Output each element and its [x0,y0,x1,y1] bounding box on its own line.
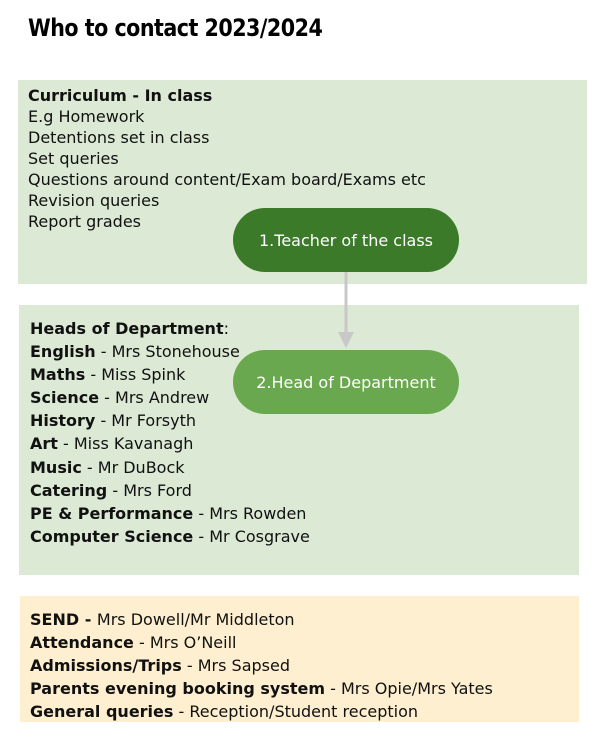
contact-role: General queries [30,702,174,722]
head-name: - Mrs Rowden [193,503,307,523]
head-name: - Mrs Andrew [99,388,210,408]
contact-name: Mrs Dowell/Mr Middleton [96,610,295,629]
head-name: - Mr DuBock [81,457,185,477]
subject-name: Science [30,388,100,408]
head-name: - Mrs Stonehouse [95,342,240,362]
head-name: - Miss Spink [85,365,186,385]
curriculum-heading: Curriculum - In class [28,86,213,105]
contact-name: - Mrs Opie/Mrs Yates [325,679,493,699]
contact-role: SEND - [30,610,97,629]
heads-panel [19,305,579,575]
subject-name: English [30,342,96,362]
contact-role: Attendance [30,633,134,653]
contact-name: - Mrs Sapsed [181,656,290,676]
contact-entry [30,631,493,654]
subject-name: History [30,411,96,431]
head-name: - Miss Kavanagh [57,434,194,454]
head-name: - Mrs Ford [107,480,192,500]
subject-name: PE & Performance [30,503,194,523]
down-arrow-icon [335,272,357,350]
heads-heading-text: Heads of Department [30,319,224,338]
head-entry [30,479,310,502]
curriculum-item: Set queries [28,149,119,168]
contact-role: Parents evening booking system [30,679,326,699]
contact-name: - Mrs O’Neill [133,633,237,653]
step-head-of-department-node: 2.Head of Department [233,350,459,414]
curriculum-item: E.g Homework [28,107,145,126]
head-entry [30,432,310,455]
contact-entry [30,654,493,677]
head-entry [30,502,310,525]
step-teacher-node: 1.Teacher of the class [233,208,459,272]
subject-name: Catering [30,480,108,500]
contact-entry [30,608,493,631]
subject-name: Music [30,457,82,477]
curriculum-item: Report grades [28,212,141,231]
contact-entry [30,700,493,723]
contact-role: Admissions/Trips [30,656,182,676]
curriculum-item: Questions around content/Exam board/Exams etc [28,170,426,189]
contact-entry [30,677,493,700]
heads-heading [30,317,310,340]
head-name: - Mr Forsyth [95,411,196,431]
subject-name: Computer Science [30,526,194,546]
heads-heading-colon: : [223,319,229,338]
contact-name: - Reception/Student reception [173,702,419,722]
other-contacts-panel [20,596,579,722]
page-title: Who to contact 2023/2024 [28,14,323,42]
subject-name: Maths [30,365,86,385]
head-entry [30,456,310,479]
head-name: - Mr Cosgrave [193,526,310,546]
curriculum-item: Revision queries [28,191,160,210]
curriculum-item: Detentions set in class [28,128,210,147]
subject-name: Art [30,434,58,454]
head-entry [30,525,310,548]
